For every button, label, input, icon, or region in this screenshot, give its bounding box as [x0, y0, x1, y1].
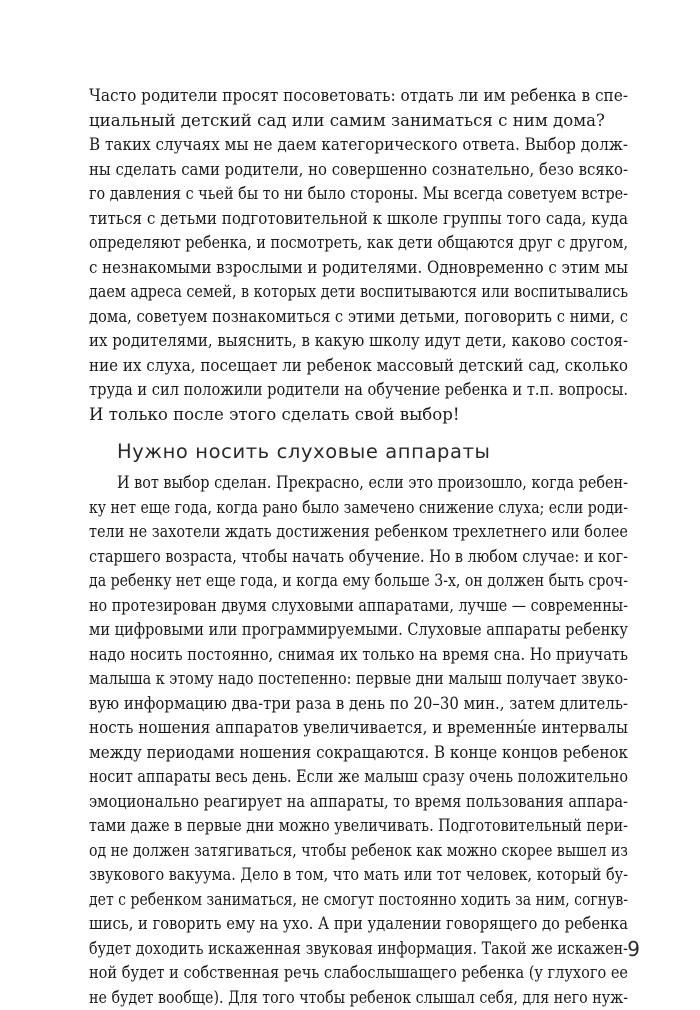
line-text: дет с ребенком заниматься, не смогут постоянно ходить за ним, согнув-: [89, 888, 628, 913]
text-line: [0, 594, 700, 619]
text-line: [0, 280, 700, 305]
line-text: тами даже в первые дни можно увеличивать. Подготовительный пери-: [89, 814, 628, 839]
text-line: [0, 765, 700, 790]
section-heading: Нужно носить слуховые аппараты: [117, 437, 657, 467]
line-text: определяют ребенка, и посмотреть, как дети общаются друг с другом,: [89, 231, 628, 256]
line-text: звукового вакуума. Дело в том, что мать или тот человек, который бу-: [89, 863, 628, 888]
line-text: носит аппараты весь день. Если же малыш сразу очень положительно: [89, 765, 628, 790]
text-line: [0, 158, 700, 183]
text-line: [0, 403, 700, 428]
text-line: [0, 618, 700, 643]
text-line: [0, 231, 700, 256]
text-line: [0, 182, 700, 207]
text-line: [0, 520, 700, 545]
line-text: надо носить постоянно, снимая их только на время сна. Но приучать: [89, 643, 628, 668]
line-text: В таких случаях мы не даем категорического ответа. Выбор долж-: [89, 133, 628, 158]
text-line: [0, 912, 700, 937]
text-line: [0, 986, 700, 1010]
text-line: [0, 643, 700, 668]
text-line: [0, 378, 700, 403]
text-line: [0, 790, 700, 815]
line-text: И только после этого сделать свой выбор!: [89, 403, 460, 428]
text-line: [0, 133, 700, 158]
text-line: [0, 471, 700, 496]
page-number: 9: [600, 936, 640, 962]
line-text: старшего возраста, чтобы начать обучение. Но в любом случае: и ког-: [89, 545, 628, 570]
text-line: [0, 716, 700, 741]
text-line: [0, 207, 700, 232]
line-text: ность ношения аппаратов увеличивается, и временны́е интервалы: [89, 716, 628, 741]
line-text: ми цифровыми или программируемыми. Слуховые аппараты ребенку: [89, 618, 628, 643]
text-line: [0, 84, 700, 109]
text-line: [0, 888, 700, 913]
text-line: [0, 961, 700, 986]
line-text: го давления с чьей бы то ни было стороны. Мы всегда советуем встре-: [89, 182, 628, 207]
text-line: [0, 569, 700, 594]
text-line: [0, 814, 700, 839]
line-text: труда и сил положили родители на обучение ребенка и т.п. вопросы.: [89, 378, 628, 403]
text-line: [0, 839, 700, 864]
line-text: их родителями, выяснить, в какую школу идут дети, каково состоя-: [89, 329, 628, 354]
line-text: не будет вообще). Для того чтобы ребенок слышал себя, для него нуж-: [89, 986, 628, 1010]
text-line: [0, 305, 700, 330]
line-text: с незнакомыми взрослыми и родителями. Одновременно с этим мы: [89, 256, 628, 281]
line-text: да ребенку нет еще года, и когда ему больше 3-х, он должен быть сроч-: [89, 569, 628, 594]
line-text: ку нет еще года, когда рано было замечено снижение слуха; если роди-: [89, 496, 628, 521]
line-text: од не должен затягиваться, чтобы ребенок как можно скорее вышел из: [89, 839, 628, 864]
line-text: титься с детьми подготовительной к школе группы того сада, куда: [89, 207, 628, 232]
line-text: малыша к этому надо постепенно: первые дни малыш получает звуко-: [89, 667, 628, 692]
text-line: [0, 545, 700, 570]
text-line: [0, 692, 700, 717]
text-line: [0, 256, 700, 281]
line-text: ны сделать сами родители, но совершенно сознательно, безо всяко-: [89, 158, 628, 183]
line-text: тели не захотели ждать достижения ребенком трехлетнего или более: [89, 520, 628, 545]
line-text: даем адреса семей, в которых дети воспитываются или воспитывались: [89, 280, 628, 305]
line-text: циальный детский сад или самим заниматься с ним дома?: [89, 109, 605, 134]
text-line: [0, 354, 700, 379]
line-text: но протезирован двумя слуховыми аппаратами, лучше — современны-: [89, 594, 628, 619]
line-text: эмоционально реагирует на аппараты, то время пользования аппара-: [89, 790, 628, 815]
line-text: будет доходить искаженная звуковая информация. Такой же искажен-: [89, 937, 628, 962]
line-text: ние их слуха, посещает ли ребенок массовый детский сад, сколько: [89, 354, 628, 379]
line-text: ной будет и собственная речь слабослышащего ребенка (у глухого ее: [89, 961, 628, 986]
line-text: И вот выбор сделан. Прекрасно, если это произошло, когда ребен-: [117, 471, 628, 496]
text-line: [0, 741, 700, 766]
text-line: [0, 496, 700, 521]
text-line: [0, 329, 700, 354]
text-line: [0, 937, 700, 962]
line-text: дома, советуем познакомиться с этими детьми, поговорить с ними, с: [89, 305, 628, 330]
text-line: [0, 863, 700, 888]
line-text: шись, и говорить ему на ухо. А при удалении говорящего до ребенка: [89, 912, 628, 937]
line-text: вую информацию два-три раза в день по 20–30 мин., затем длитель-: [89, 692, 628, 717]
line-text: Часто родители просят посоветовать: отдать ли им ребенка в спе-: [89, 84, 628, 109]
text-line: [0, 109, 700, 134]
text-line: [0, 667, 700, 692]
line-text: между периодами ношения сокращаются. В конце концов ребенок: [89, 741, 628, 766]
